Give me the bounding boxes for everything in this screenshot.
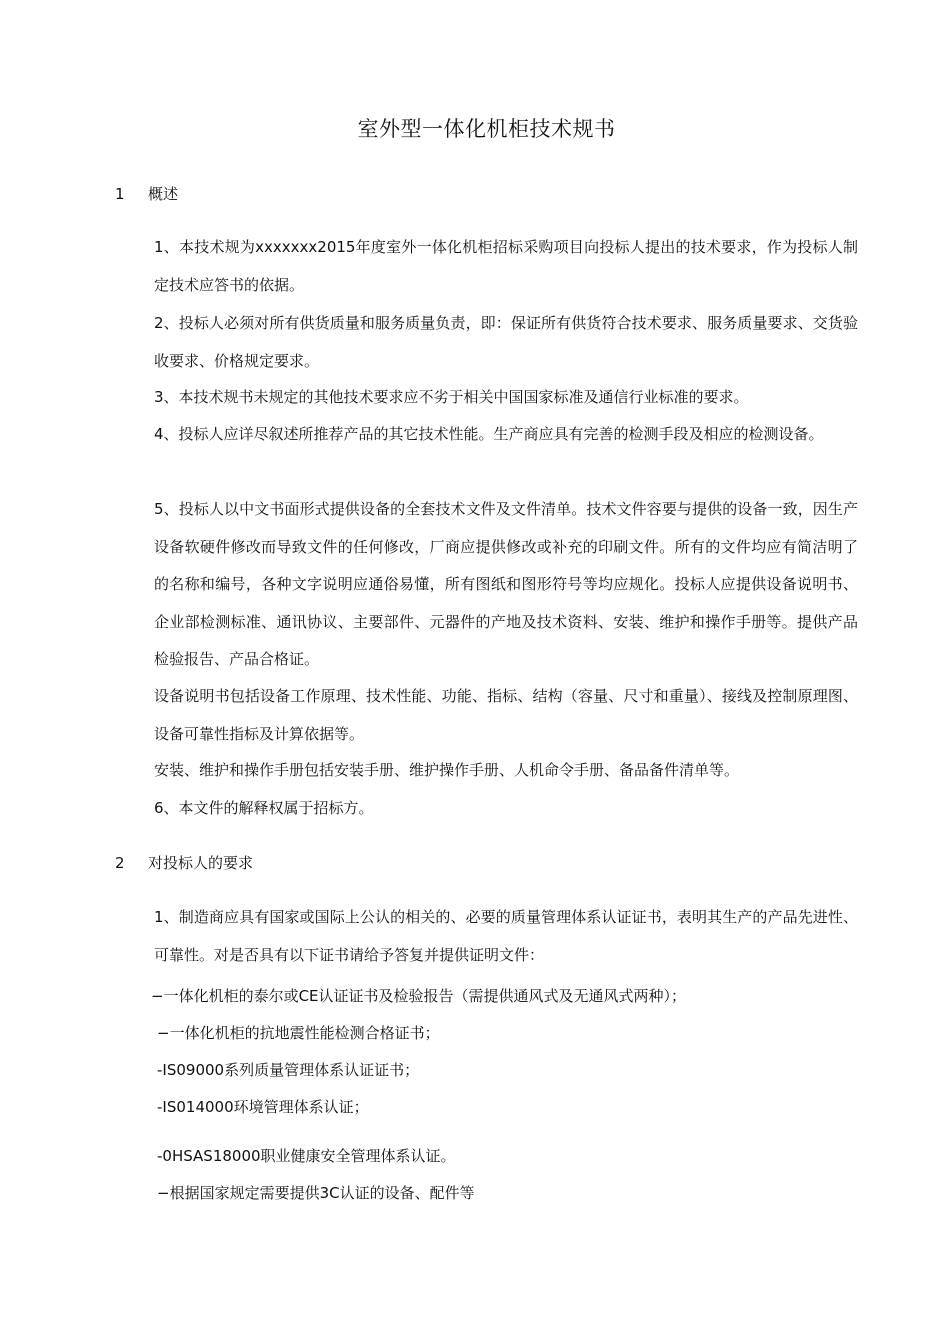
document-title: 室外型一体化机柜技术规书 <box>357 117 616 141</box>
paragraph-2-intro: 1、制造商应具有国家或国际上公认的相关的、必要的质量管理体系认证证书，表明其生产的产品先进性、可靠性。对是否具有以下证书请给予答复并提供证明文件： <box>154 908 858 964</box>
paragraph-1-7: 安装、维护和操作手册包括安装手册、维护操作手册、人机命令手册、备品备件清单等。 <box>154 761 740 779</box>
cert-item: -IS014000环境管理体系认证； <box>157 1098 369 1116</box>
cert-item: -0HSAS18000职业健康安全管理体系认证。 <box>157 1147 456 1165</box>
section-2-title: 对投标人的要求 <box>148 854 254 872</box>
cert-item: −根据国家规定需要提供3C认证的设备、配件等 <box>157 1184 475 1202</box>
paragraph-1-4: 4、投标人应详尽叙述所推荐产品的其它技术性能。生产商应具有完善的检测手段及相应的检测设备。 <box>154 425 824 443</box>
paragraph-1-5: 5、投标人以中文书面形式提供设备的全套技术文件及文件清单。技术文件容要与提供的设备一致，因生产设备软硬件修改而导致文件的任何修改，厂商应提供修改或补充的印刷文件。所有的文件均应有简洁明了的名称和编号，各种文字说明应通俗易懂，所有图纸和图形符号等均应规化。投标人应提供设备说明书、企业部检测标准、通讯协议、主要部件、元器件的产地及技术资料、安装、维护和操作手册等。提供产品检验报告、产品合格证。 <box>154 500 858 668</box>
cert-item: -IS09000系列质量管理体系认证证书； <box>157 1061 420 1079</box>
paragraph-1-1: 1、本技术规为xxxxxxx2015年度室外一体化机柜招标采购项目向投标人提出的技术要求，作为投标人制定技术应答书的依据。 <box>154 238 858 294</box>
section-2-number: 2 <box>115 854 125 872</box>
section-1-title: 概述 <box>148 185 179 203</box>
paragraph-1-8: 6、本文件的解释权属于招标方。 <box>154 799 374 817</box>
section-2-heading <box>115 852 253 874</box>
section-1-number: 1 <box>115 185 125 203</box>
paragraph-1-3: 3、本技术规书未规定的其他技术要求应不劣于相关中国国家标准及通信行业标准的要求。 <box>154 388 749 406</box>
cert-item: −一体化机柜的抗地震性能检测合格证书； <box>157 1024 440 1042</box>
paragraph-1-6: 设备说明书包括设备工作原理、技术性能、功能、指标、结构（容量、尺寸和重量）、接线及控制原理图、设备可靠性指标及计算依据等。 <box>154 687 858 743</box>
cert-item: −一体化机柜的泰尔或CE认证证书及检验报告（需提供通风式及无通风式两种）； <box>151 987 687 1005</box>
paragraph-1-2: 2、投标人必须对所有供货质量和服务质量负责，即：保证所有供货符合技术要求、服务质量要求、交货验收要求、价格规定要求。 <box>154 314 858 370</box>
section-1-heading <box>115 183 178 205</box>
